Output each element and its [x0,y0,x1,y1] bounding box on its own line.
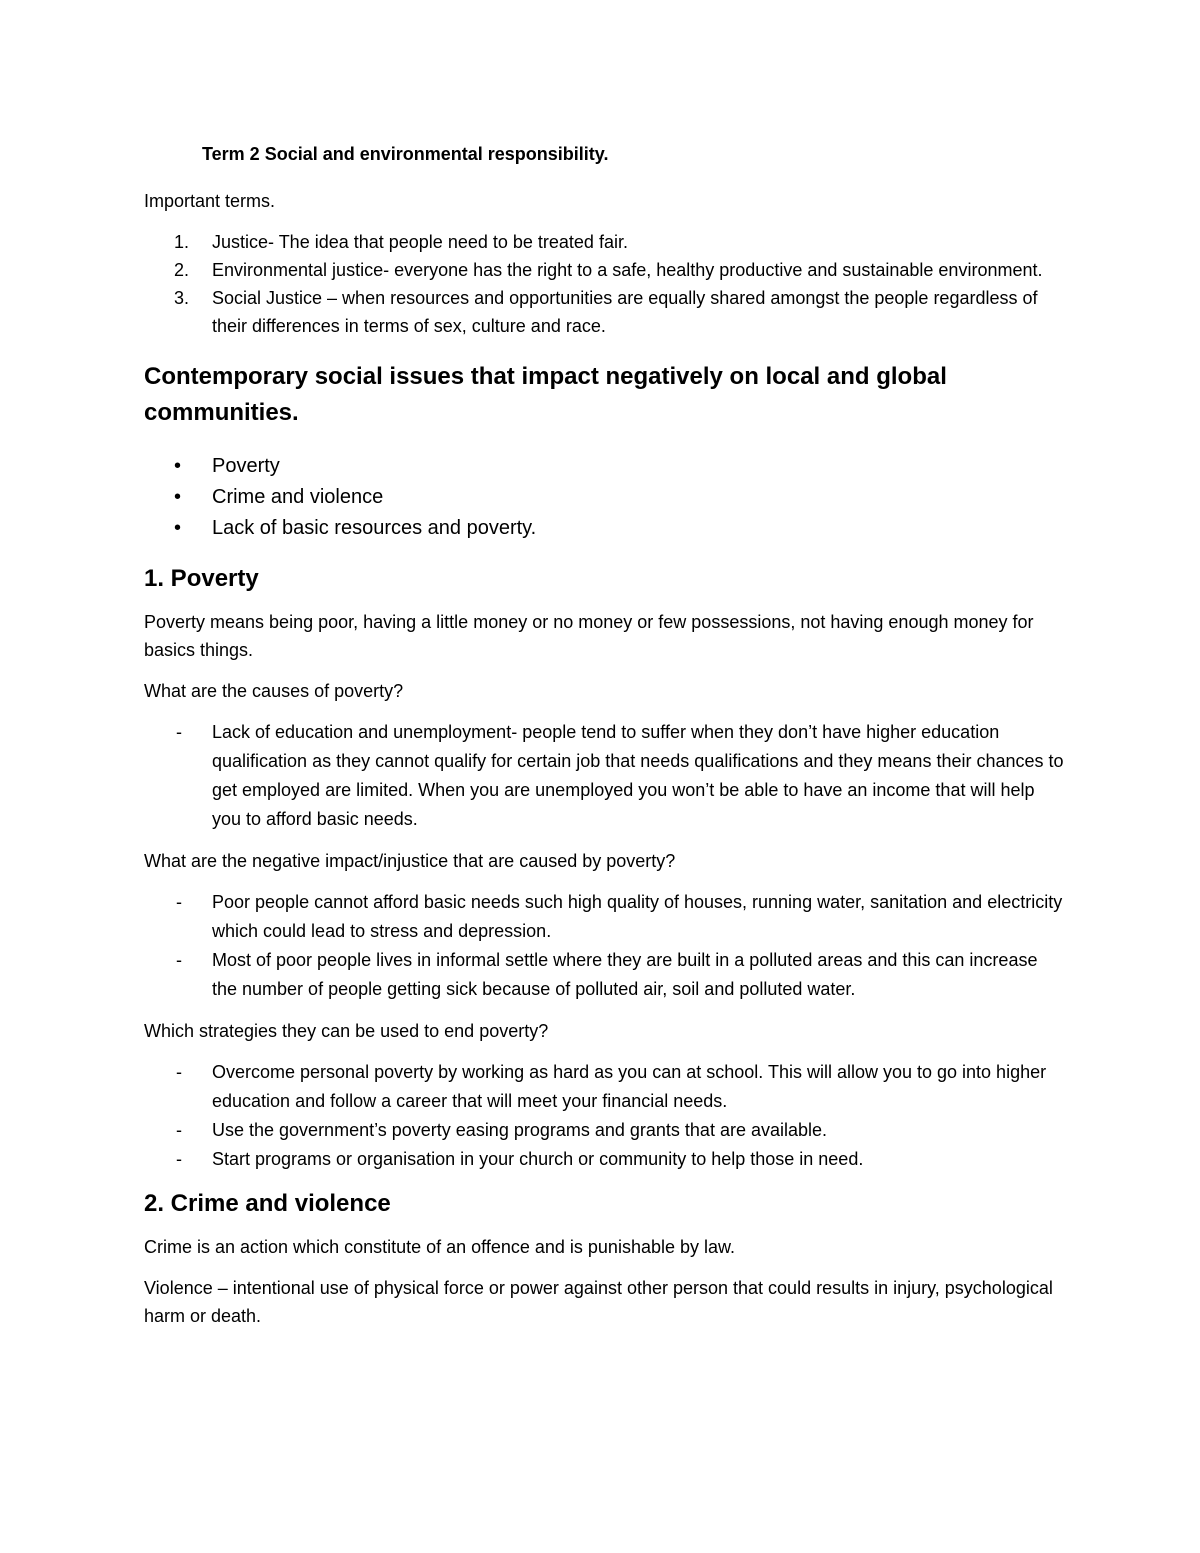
impacts-list [144,888,1064,1004]
bullet-icon: • [174,486,182,508]
dash-icon: - [176,1120,182,1140]
crime-heading: 2. Crime and violence [144,1190,391,1217]
strategy-item [144,1116,1064,1145]
issue-text: Lack of basic resources and poverty. [212,517,537,539]
document-title: Term 2 Social and environmental responsibility. [202,144,609,164]
dash-icon: - [176,722,182,742]
document-body [144,140,1064,1343]
poverty-heading: 1. Poverty [144,565,259,592]
causes-list [144,718,1064,834]
bullet-icon: • [174,455,182,477]
dash-icon: - [176,950,182,970]
dash-icon: - [176,1062,182,1082]
issue-text: Poverty [212,455,280,477]
impact-text: Poor people cannot afford basic needs such high quality of houses, running water, sanitation and electricity which could lead to stress and depression. [212,892,1063,941]
issue-item [144,513,1064,544]
issue-text: Crime and violence [212,486,384,508]
impact-text: Most of poor people lives in informal settle where they are built in a polluted areas and this can increase the number of people getting sick because of polluted air, soil and polluted water. [212,950,1038,999]
strategy-text: Overcome personal poverty by working as hard as you can at school. This will allow you to go into higher education and follow a career that will meet your financial needs. [212,1062,1047,1111]
terms-list [144,228,1064,340]
poverty-definition: Poverty means being poor, having a little money or no money or few possessions, not having enough money for basics things. [144,612,1034,660]
dash-icon: - [176,892,182,912]
term-item [144,284,1064,340]
term-item [144,256,1064,284]
impact-item [144,946,1064,1004]
term-text: Environmental justice- everyone has the right to a safe, healthy productive and sustainable environment. [212,260,1043,280]
issue-item [144,451,1064,482]
crime-definition: Crime is an action which constitute of an offence and is punishable by law. [144,1237,736,1257]
cause-item [144,718,1064,834]
cause-text: Lack of education and unemployment- people tend to suffer when they don’t have higher education qualification as they cannot qualify for certain job that needs qualifications and they means their chances to get employed are limited. When you are unemployed you won’t be able to have an income that will help you to afford basic needs. [212,722,1064,829]
issue-item [144,482,1064,513]
term-number: 2. [174,260,190,280]
important-terms-heading: Important terms. [144,191,276,211]
term-number: 1. [174,232,190,252]
strategy-text: Start programs or organisation in your church or community to help those in need. [212,1149,864,1169]
causes-question: What are the causes of poverty? [144,681,404,701]
strategies-list [144,1058,1064,1174]
issues-list [144,451,1064,544]
strategies-question: Which strategies they can be used to end poverty? [144,1021,549,1041]
impact-item [144,888,1064,946]
issues-heading: Contemporary social issues that impact negatively on local and global communities. [144,363,947,426]
impact-question: What are the negative impact/injustice that are caused by poverty? [144,851,676,871]
strategy-text: Use the government’s poverty easing programs and grants that are available. [212,1120,828,1140]
violence-definition: Violence – intentional use of physical force or power against other person that could results in injury, psychological harm or death. [144,1278,1053,1326]
dash-icon: - [176,1149,182,1169]
strategy-item [144,1058,1064,1116]
strategy-item [144,1145,1064,1174]
term-text: Social Justice – when resources and opportunities are equally shared amongst the people regardless of their differences in terms of sex, culture and race. [212,288,1038,336]
term-item [144,228,1064,256]
bullet-icon: • [174,517,182,539]
term-number: 3. [174,288,190,308]
term-text: Justice- The idea that people need to be treated fair. [212,232,628,252]
